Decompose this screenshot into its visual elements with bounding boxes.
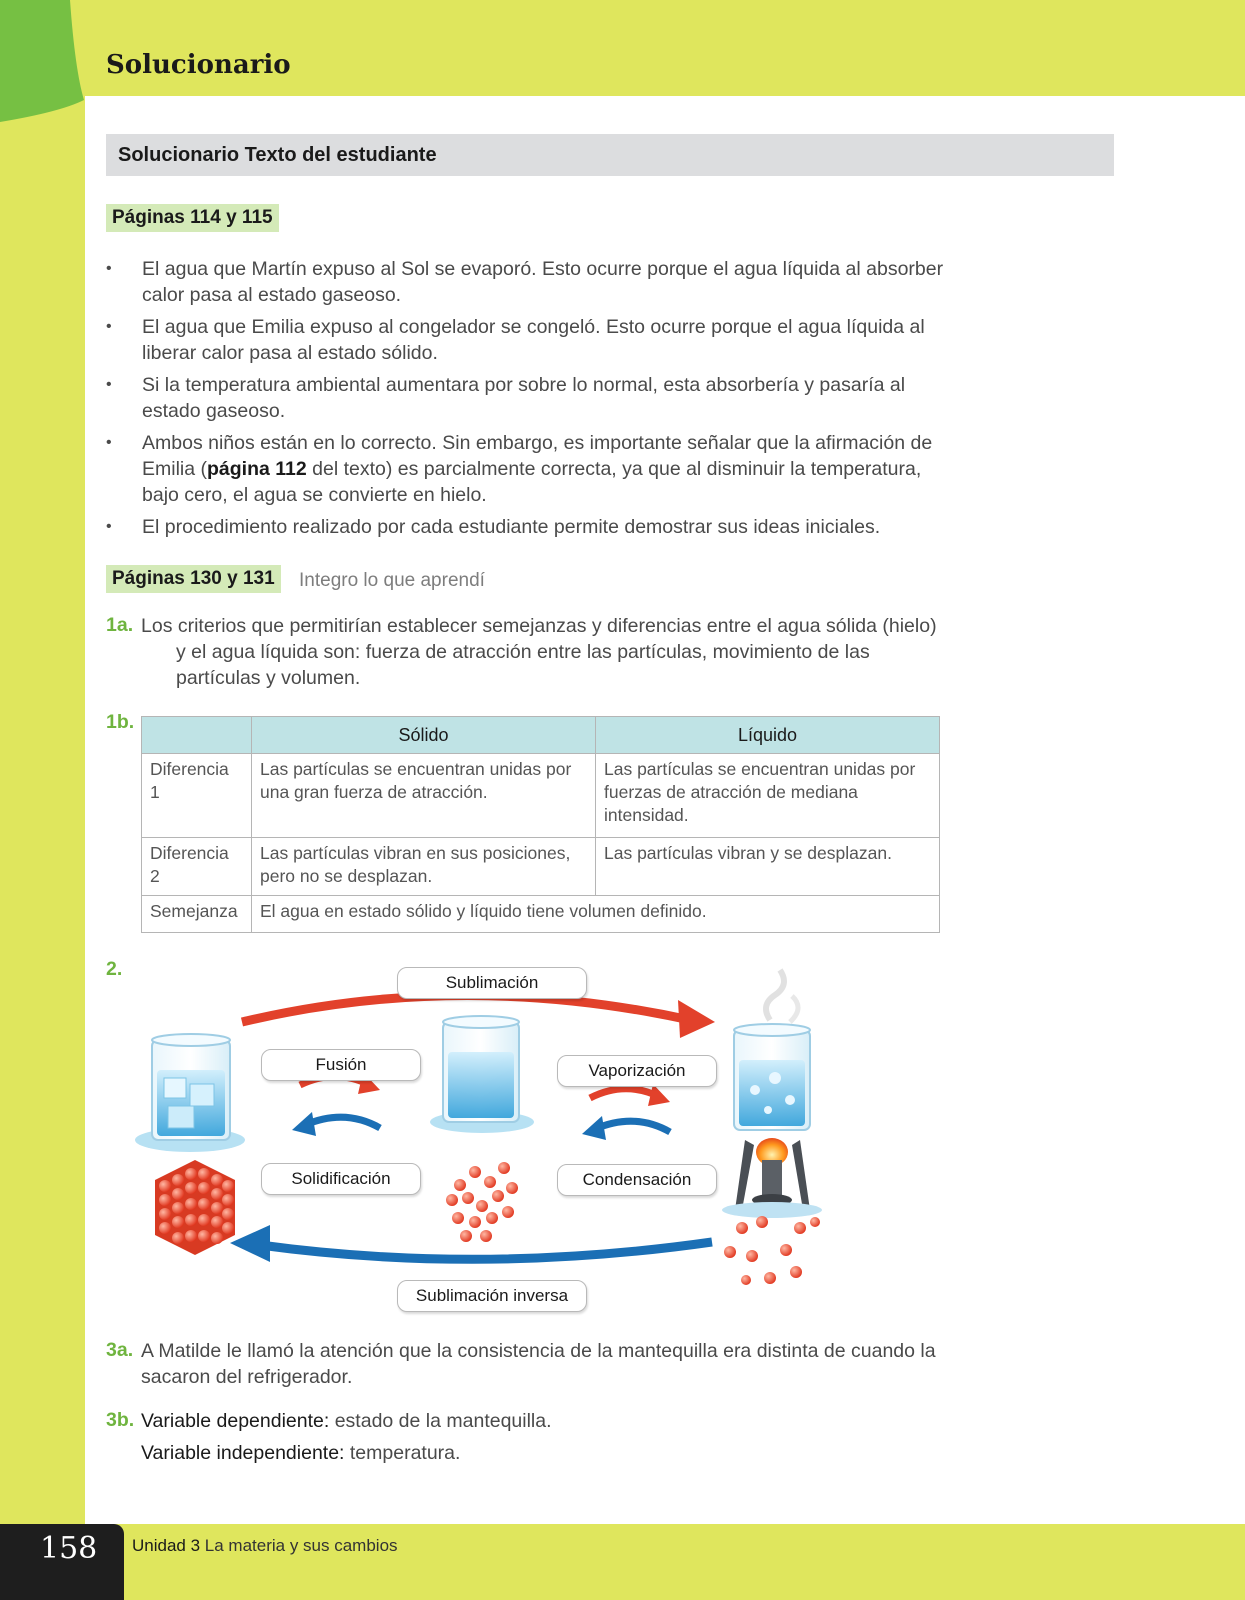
table-header-empty: [142, 717, 252, 754]
cell-solid: Las partículas vibran en sus posiciones, pero no se desplazan.: [252, 838, 596, 896]
dependent-variable-label: Variable dependiente:: [141, 1410, 330, 1432]
cell-liquid: Las partículas se encuentran unidas por fuerzas de atracción de mediana intensidad.: [596, 754, 940, 838]
unit-label: Unidad 3: [132, 1536, 201, 1555]
state-change-diagram: [130, 960, 850, 1325]
answer-3a: A Matilde le llamó la atención que la consistencia de la mantequilla era distinta de cuando la sacaron del refrigerador.: [141, 1340, 936, 1388]
page-reference: página 112: [207, 458, 307, 480]
table-header-liquid: Líquido: [596, 717, 940, 754]
arrowhead: [230, 1225, 270, 1262]
label-solidification: Solidificación: [261, 1163, 421, 1195]
answer-3b-independent: [141, 1440, 941, 1466]
inverse-sublimation-arrow: [260, 1242, 712, 1259]
row-label: Diferencia 2: [142, 838, 252, 896]
table-row: [142, 896, 940, 933]
beaker-boiling-icon: [722, 970, 822, 1218]
row-label: Diferencia 1: [142, 754, 252, 838]
comparison-table: [141, 716, 940, 933]
row-label: Semejanza: [142, 896, 252, 933]
solid-particles-icon: [155, 1160, 235, 1255]
page-tag-130-131: Páginas 130 y 131: [106, 565, 281, 593]
section-subtitle: Integro lo que aprendí: [299, 570, 485, 591]
page-tag-114-115: Páginas 114 y 115: [106, 204, 279, 232]
cell-liquid: Las partículas vibran y se desplazan.: [596, 838, 940, 896]
arrowhead: [582, 1116, 606, 1140]
question-number-1b: 1b.: [106, 711, 135, 733]
independent-variable-label: Variable independiente:: [141, 1442, 345, 1464]
answer-3b-dependent: [141, 1408, 941, 1434]
vaporization-arrow: [590, 1089, 660, 1098]
bullet-item: • El agua que Martín expuso al Sol se evaporó. Esto ocurre porque el agua líquida al absorber calor pasa al estado gaseoso.: [106, 256, 946, 308]
answer-1a: [106, 613, 946, 691]
bullet-list: [106, 256, 946, 546]
arrowhead: [648, 1084, 670, 1106]
bullet-item: • Si la temperatura ambiental aumentara por sobre lo normal, esta absorbería y pasaría al estado gaseoso.: [106, 372, 946, 424]
diagram-art: [130, 960, 850, 1325]
section-title-bar: [106, 134, 1114, 176]
answer-1a-text: Los criterios que permitirían establecer semejanzas y diferencias entre el agua sólida (hielo) y el agua líquida son: fuerza de atracción entre las partículas, movimiento de las partículas y volumen.: [141, 615, 937, 689]
bullet-item: [106, 430, 946, 508]
header-band: [0, 0, 1245, 96]
question-number-3a: 3a.: [106, 1339, 134, 1361]
dependent-variable-value: estado de la mantequilla.: [329, 1410, 552, 1432]
arrowhead: [678, 1000, 715, 1038]
cell-similarity: El agua en estado sólido y líquido tiene volumen definido.: [252, 896, 940, 933]
label-condensation: Condensación: [557, 1164, 717, 1196]
label-sublimation: Sublimación: [397, 967, 587, 999]
bullet-text: Ambos niños están en lo correcto. Sin embargo, es importante señalar que la afirmación de Emilia (: [142, 432, 933, 480]
table-row: [142, 754, 940, 838]
section-title: Solucionario Texto del estudiante: [118, 144, 437, 166]
label-vaporization: Vaporización: [557, 1055, 717, 1087]
gas-particles-icon: [724, 1216, 820, 1285]
beaker-water-icon: [430, 1016, 534, 1133]
beaker-ice-icon: [135, 1034, 245, 1152]
page-header-title: Solucionario: [106, 50, 291, 80]
label-inverse-sublimation: Sublimación inversa: [397, 1280, 587, 1312]
question-number-3b: 3b.: [106, 1409, 135, 1431]
independent-variable-value: temperatura.: [344, 1442, 461, 1464]
table-header-solid: Sólido: [252, 717, 596, 754]
bullet-text: del texto) es parcialmente correcta, ya que al disminuir la temperatura, bajo cero, el agua se convierte en hielo.: [142, 458, 922, 506]
table-header-row: [142, 717, 940, 754]
condensation-arrow: [595, 1121, 670, 1132]
page-number: 158: [40, 1531, 98, 1566]
corner-tab-shape: [0, 0, 90, 125]
liquid-particles-icon: [446, 1162, 518, 1242]
label-fusion: Fusión: [261, 1049, 421, 1081]
solidification-arrow: [305, 1117, 380, 1128]
left-margin-band: [0, 0, 85, 1600]
arrowhead: [292, 1112, 316, 1136]
cell-solid: Las partículas se encuentran unidas por una gran fuerza de atracción.: [252, 754, 596, 838]
unit-title: La materia y sus cambios: [200, 1536, 398, 1555]
question-number-1a: 1a.: [106, 614, 134, 636]
bullet-item: • El procedimiento realizado por cada estudiante permite demostrar sus ideas iniciales.: [106, 514, 946, 540]
bullet-item: • El agua que Emilia expuso al congelador se congeló. Esto ocurre porque el agua líquida al liberar calor pasa al estado sólido.: [106, 314, 946, 366]
question-number-2: 2.: [106, 958, 123, 980]
table-row: [142, 838, 940, 896]
footer-unit: [132, 1536, 398, 1556]
